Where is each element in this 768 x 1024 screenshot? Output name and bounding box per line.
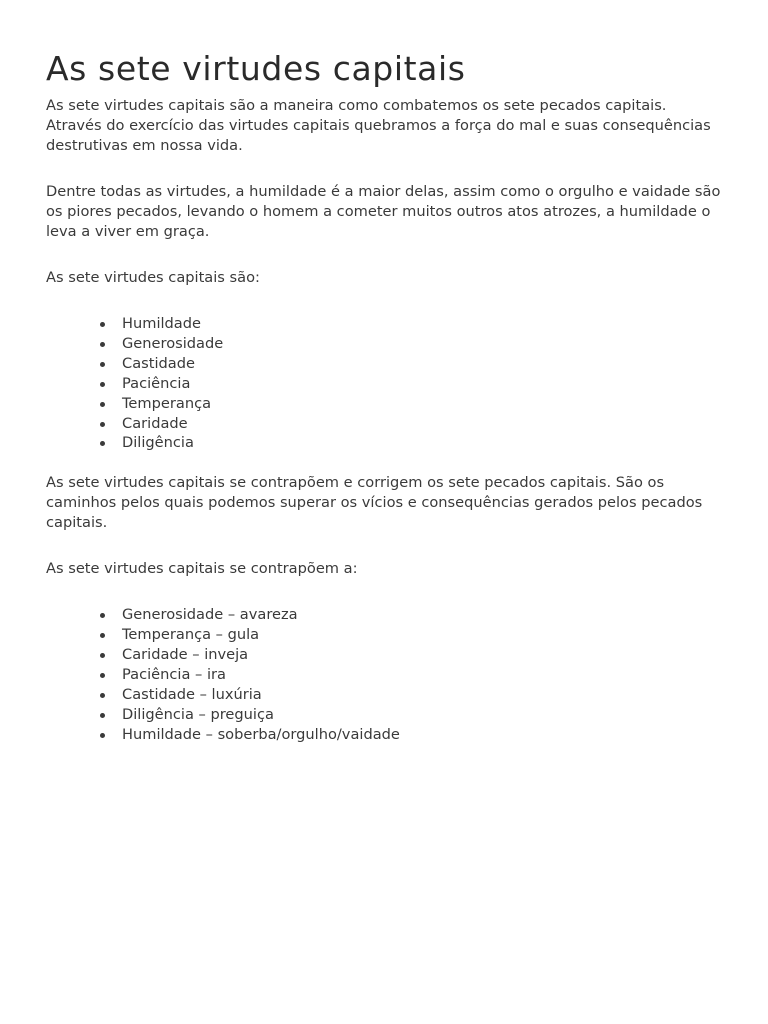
list-item	[122, 605, 726, 625]
list-item-label: Castidade	[122, 354, 195, 372]
bullet-icon	[100, 441, 105, 446]
humility-paragraph: Dentre todas as virtudes, a humildade é a maior delas, assim como o orgulho e vaidade são os piores pecados, levando o homem a cometer muitos outros atos atrozes, a humildade o leva a viver em graça.	[46, 183, 721, 240]
contrast-paragraph: As sete virtudes capitais se contrapõem e corrigem os sete pecados capitais. São os caminhos pelos quais podemos superar os vícios e consequências gerados pelos pecados capitais.	[46, 474, 703, 532]
article	[46, 48, 726, 745]
bullet-icon	[100, 673, 105, 678]
list-item	[122, 645, 726, 665]
list-item-label: Diligência	[122, 434, 194, 452]
bullet-icon	[100, 653, 105, 658]
list-item-label: Caridade	[122, 414, 188, 432]
list-item-label: Temperança – gula	[122, 626, 260, 644]
oppositions-list-intro: As sete virtudes capitais se contrapõem a:	[46, 560, 358, 578]
list-item	[122, 665, 726, 685]
list-item-label: Humildade – soberba/orgulho/vaidade	[122, 725, 400, 743]
list-item	[122, 374, 726, 394]
bullet-icon	[100, 362, 105, 367]
list-item	[122, 433, 726, 453]
list-item-label: Castidade – luxúria	[122, 685, 262, 703]
list-item-label: Humildade	[122, 315, 201, 332]
page-title: As sete virtudes capitais	[46, 49, 466, 88]
list-item	[122, 414, 726, 434]
list-item	[122, 354, 726, 374]
list-item	[122, 725, 726, 745]
bullet-icon	[100, 402, 105, 407]
bullet-icon	[100, 382, 105, 387]
list-item-label: Paciência	[122, 374, 191, 392]
list-item	[122, 685, 726, 705]
intro-paragraph: As sete virtudes capitais são a maneira como combatemos os sete pecados capitais. Através do exercício das virtudes capitais quebramos a força do mal e suas consequências destrutivas em nossa vida.	[46, 97, 711, 154]
bullet-icon	[100, 613, 105, 618]
bullet-icon	[100, 733, 105, 738]
list-item	[122, 314, 726, 334]
virtues-list	[46, 314, 726, 453]
bullet-icon	[100, 342, 105, 347]
list-item-label: Temperança	[122, 394, 212, 412]
list-item-label: Diligência – preguiça	[122, 705, 274, 723]
list-item-label: Caridade – inveja	[122, 646, 249, 664]
bullet-icon	[100, 422, 105, 427]
list-item	[122, 625, 726, 645]
bullet-icon	[100, 713, 105, 718]
bullet-icon	[100, 322, 105, 327]
list-item	[122, 705, 726, 725]
bullet-icon	[100, 693, 105, 698]
bullet-icon	[100, 633, 105, 638]
oppositions-list	[46, 605, 726, 744]
list-item-label: Generosidade	[122, 334, 224, 352]
virtues-list-intro: As sete virtudes capitais são:	[46, 269, 260, 286]
list-item	[122, 334, 726, 354]
list-item-label: Paciência – ira	[122, 666, 226, 684]
list-item-label: Generosidade – avareza	[122, 606, 298, 624]
list-item	[122, 394, 726, 414]
